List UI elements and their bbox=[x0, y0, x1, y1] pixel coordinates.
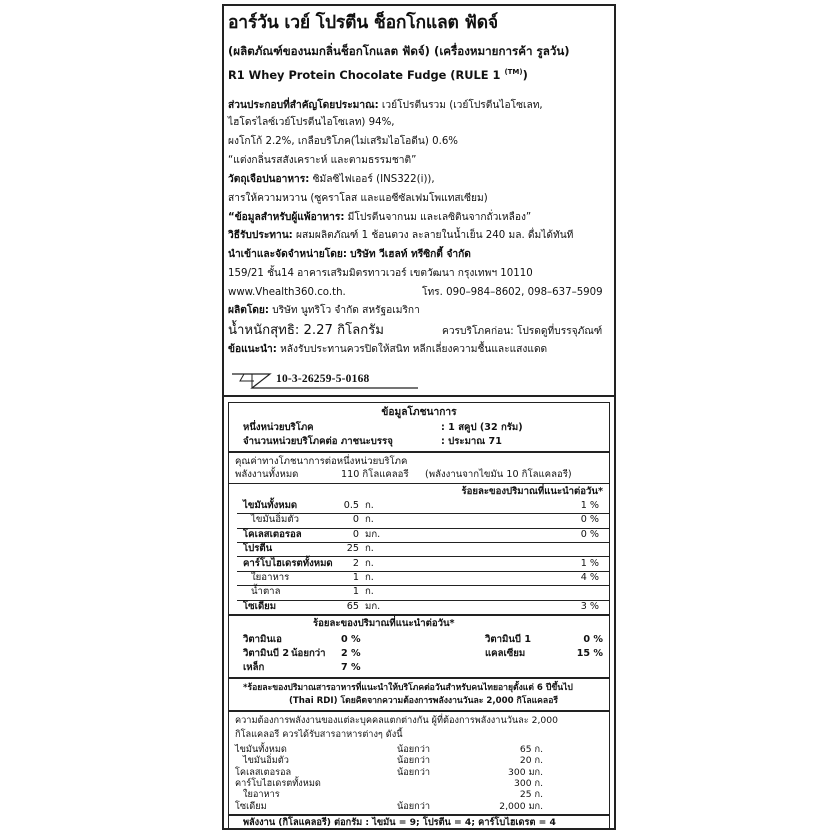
nutrient-unit: ก. bbox=[365, 514, 374, 526]
daily-intake-value: 2,000 มก. bbox=[499, 800, 543, 812]
daily-intake-value: 65 ก. bbox=[519, 744, 543, 755]
row-divider bbox=[237, 542, 609, 543]
rdi-footnote-line-1: *ร้อยละของปริมาณสารอาหารที่แนะนำให้บริโภคต่อวันสำหรับคนไทยอายุตั้งแต่ 6 ปีขึ้นไป bbox=[243, 683, 573, 693]
daily-intake-label: โคเลสเตอรอล bbox=[235, 766, 292, 778]
divider bbox=[229, 483, 609, 484]
nutrient-daily-percent: 1 % bbox=[580, 557, 599, 569]
ingredients-line-4: “แต่งกลิ่นรสสังเคราะห์ และตามธรรมชาติ” bbox=[228, 155, 417, 166]
vitamin-b2-less-than: น้อยกว่า bbox=[291, 648, 326, 659]
nutrient-label: โคเลสเตอรอล bbox=[243, 528, 302, 540]
product-subtitle: (ผลิตภัณฑ์ของนมกลิ่นช็อกโกแลต ฟัดจ์) (เครื่องหมายการค้า รูลวัน) bbox=[228, 44, 570, 58]
nutrient-amount: 1 bbox=[352, 586, 359, 598]
vitamin-a-value: 0 % bbox=[341, 634, 361, 645]
vitamin-b1-value: 0 % bbox=[583, 634, 603, 645]
ingredients-line-1: ส่วนประกอบที่สำคัญโดยประมาณ: เวย์โปรตีนรวม (เวย์โปรตีนไอโซเลท, bbox=[228, 100, 543, 111]
divider bbox=[229, 677, 609, 679]
daily-value-header: ร้อยละของปริมาณที่แนะนำต่อวัน* bbox=[461, 486, 603, 497]
daily-intake-value: 300 มก. bbox=[508, 766, 543, 778]
serving-size-value: : 1 สคูป (32 กรัม) bbox=[441, 422, 523, 433]
nutrient-label: ใยอาหาร bbox=[251, 572, 290, 583]
importer-website: www.Vhealth360.co.th. bbox=[228, 287, 346, 298]
iron-label: เหล็ก bbox=[243, 662, 265, 673]
allergy-info: “ข้อมูลสำหรับผู้แพ้อาหาร: มีโปรตีนจากนม และเลซิตินจากถั่วเหลือง” bbox=[228, 212, 532, 223]
daily-intake-qualifier: น้อยกว่า bbox=[397, 800, 431, 812]
importer-address: 159/21 ชั้น14 อาคารเสริมมิตรทาวเวอร์ เขตวัฒนา กรุงเทพฯ 10110 bbox=[228, 268, 533, 279]
nutrient-unit: ก. bbox=[365, 543, 374, 555]
advice-info: ข้อแนะนำ: หลังรับประทานควรปิดให้สนิท หลีกเลี่ยงความชื้นและแสงแดด bbox=[228, 344, 548, 355]
iron-value: 7 % bbox=[341, 662, 361, 673]
vitamin-b2-label: วิตามินบี 2 bbox=[243, 648, 289, 659]
nutrient-daily-percent: 0 % bbox=[580, 528, 599, 540]
calcium-label: แคลเซียม bbox=[485, 648, 526, 659]
daily-intake-value: 25 ก. bbox=[519, 789, 543, 801]
trademark-mark: (TM) bbox=[504, 68, 523, 76]
nutrient-label: โปรตีน bbox=[243, 543, 273, 555]
vitamin-header: ร้อยละของปริมาณที่แนะนำต่อวัน* bbox=[313, 618, 455, 629]
daily-intake-qualifier: น้อยกว่า bbox=[397, 755, 431, 767]
ingredients-line-2: ไฮโดรไลซ์เวย์โปรตีนไอโซเลท) 94%, bbox=[228, 117, 395, 128]
daily-intake-qualifier: น้อยกว่า bbox=[397, 766, 431, 778]
net-weight: น้ำหนักสุทธิ: 2.27 กิโลกรัม bbox=[228, 323, 385, 338]
usage-info: วิธีรับประทาน: ผสมผลิตภัณฑ์ 1 ช้อนตวง ละลายในน้ำเย็น 240 มล. ดื่มได้ทันที bbox=[228, 230, 574, 241]
servings-per-container-label: จำนวนหน่วยบริโภคต่อ ภาชนะบรรจุ bbox=[243, 436, 393, 447]
row-divider bbox=[237, 571, 609, 572]
vitamin-b2-value: 2 % bbox=[341, 648, 361, 659]
nutrient-label: น้ำตาล bbox=[251, 586, 281, 598]
nutrient-unit: ก. bbox=[365, 500, 374, 511]
energy-from-fat: (พลังงานจากไขมัน 10 กิโลแคลอรี) bbox=[425, 469, 572, 480]
fda-registration-code: 10-3-26259-5-0168 bbox=[276, 373, 370, 385]
nutrient-unit: ก. bbox=[365, 572, 374, 583]
ingredients-line-3: ผงโกโก้ 2.2%, เกลือบริโภค(ไม่เสริมไอโอดีน) 0.6% bbox=[228, 136, 458, 147]
nutrient-label: ไขมันทั้งหมด bbox=[243, 500, 298, 511]
energy-note-line-1: ความต้องการพลังงานของแต่ละบุคคลแตกต่างกัน ผู้ที่ต้องการพลังงานวันละ 2,000 bbox=[235, 715, 558, 726]
nutrient-daily-percent: 3 % bbox=[580, 600, 599, 612]
nutrient-amount: 25 bbox=[346, 543, 359, 555]
nutrient-label: โซเดียม bbox=[243, 600, 277, 612]
product-english-name: R1 Whey Protein Chocolate Fudge (RULE 1 $^{(TM)}$) bbox=[228, 67, 528, 82]
row-divider bbox=[237, 600, 609, 601]
daily-intake-label: คาร์โบไฮเดรตทั้งหมด bbox=[235, 777, 321, 789]
manufacturer-info: ผลิตโดย: บริษัท นูทริโว จำกัด สหรัฐอเมริกา bbox=[228, 305, 420, 316]
divider bbox=[229, 710, 609, 712]
nutrient-unit: มก. bbox=[365, 600, 381, 612]
energy-conversion: พลังงาน (กิโลแคลอรี) ต่อกรัม : ไขมัน = 9; โปรตีน = 4; คาร์โบไฮเดรต = 4 bbox=[243, 817, 556, 828]
daily-intake-label: ไขมันทั้งหมด bbox=[235, 744, 287, 755]
nutrition-header: ข้อมูลโภชนาการ bbox=[381, 407, 457, 418]
importer-phone: โทร. 090–984–8602, 098–637–5909 bbox=[422, 287, 603, 298]
nutrient-label: ไขมันอิ่มตัว bbox=[251, 514, 299, 526]
daily-intake-label: ใยอาหาร bbox=[243, 789, 280, 801]
daily-intake-label: ไขมันอิ่มตัว bbox=[243, 755, 289, 767]
additives-line-2: สารให้ความหวาน (ซูคราโลส และแอซีซัลเฟมโพแทสเซียม) bbox=[228, 193, 488, 204]
section-divider bbox=[224, 395, 614, 397]
calcium-value: 15 % bbox=[576, 648, 603, 659]
nutrient-unit: ก. bbox=[365, 557, 374, 569]
energy-label: พลังงานทั้งหมด bbox=[235, 469, 299, 480]
nutrient-unit: ก. bbox=[365, 586, 374, 598]
nutrient-amount: 2 bbox=[352, 557, 359, 569]
product-title: อาร์วัน เวย์ โปรตีน ช็อกโกแลต ฟัดจ์ bbox=[228, 13, 498, 33]
serving-size-label: หนึ่งหน่วยบริโภค bbox=[243, 422, 314, 433]
divider bbox=[229, 614, 609, 616]
nutrient-daily-percent: 0 % bbox=[580, 514, 599, 526]
nutrient-amount: 0.5 bbox=[343, 500, 359, 511]
per-serving-label: คุณค่าทางโภชนาการต่อหนึ่งหน่วยบริโภค bbox=[235, 456, 408, 467]
rdi-footnote-line-2: (Thai RDI) โดยคิดจากความต้องการพลังงานวันละ 2,000 กิโลแคลอรี bbox=[289, 696, 558, 706]
importer-info: นำเข้าและจัดจำหน่ายโดย: บริษัท วีเฮลท์ ทรีซิกตี้ จำกัด bbox=[228, 249, 471, 260]
daily-intake-value: 20 ก. bbox=[519, 755, 543, 767]
nutrition-facts-box bbox=[228, 402, 610, 830]
nutrient-label: คาร์โบไฮเดรตทั้งหมด bbox=[243, 557, 333, 569]
vitamin-b1-label: วิตามินบี 1 bbox=[485, 634, 531, 645]
energy-value: 110 กิโลแคลอรี bbox=[341, 469, 409, 480]
nutrient-amount: 0 bbox=[352, 528, 359, 540]
additives-line-1: วัตถุเจือปนอาหาร: ซิมัลซิไฟเออร์ (INS322(i)), bbox=[228, 174, 435, 185]
nutrient-unit: มก. bbox=[365, 528, 381, 540]
divider bbox=[229, 451, 609, 453]
daily-intake-value: 300 ก. bbox=[514, 777, 543, 789]
energy-note-line-2: กิโลแคลอรี ควรได้รับสารอาหารต่างๆ ดังนี้ bbox=[235, 729, 403, 740]
nutrient-amount: 0 bbox=[352, 514, 359, 526]
nutrient-daily-percent: 1 % bbox=[580, 500, 599, 511]
daily-intake-qualifier: น้อยกว่า bbox=[397, 744, 431, 755]
product-label bbox=[222, 4, 616, 830]
divider bbox=[229, 814, 609, 816]
servings-per-container-value: : ประมาณ 71 bbox=[441, 436, 502, 447]
nutrient-amount: 1 bbox=[352, 572, 359, 583]
daily-intake-label: โซเดียม bbox=[235, 800, 267, 812]
nutrient-daily-percent: 4 % bbox=[580, 572, 599, 583]
vitamin-a-label: วิตามินเอ bbox=[243, 634, 282, 645]
best-before: ควรบริโภคก่อน: โปรดดูที่บรรจุภัณฑ์ bbox=[442, 326, 603, 337]
product-info-section bbox=[224, 6, 614, 394]
row-divider bbox=[237, 585, 609, 586]
nutrient-amount: 65 bbox=[346, 600, 359, 612]
